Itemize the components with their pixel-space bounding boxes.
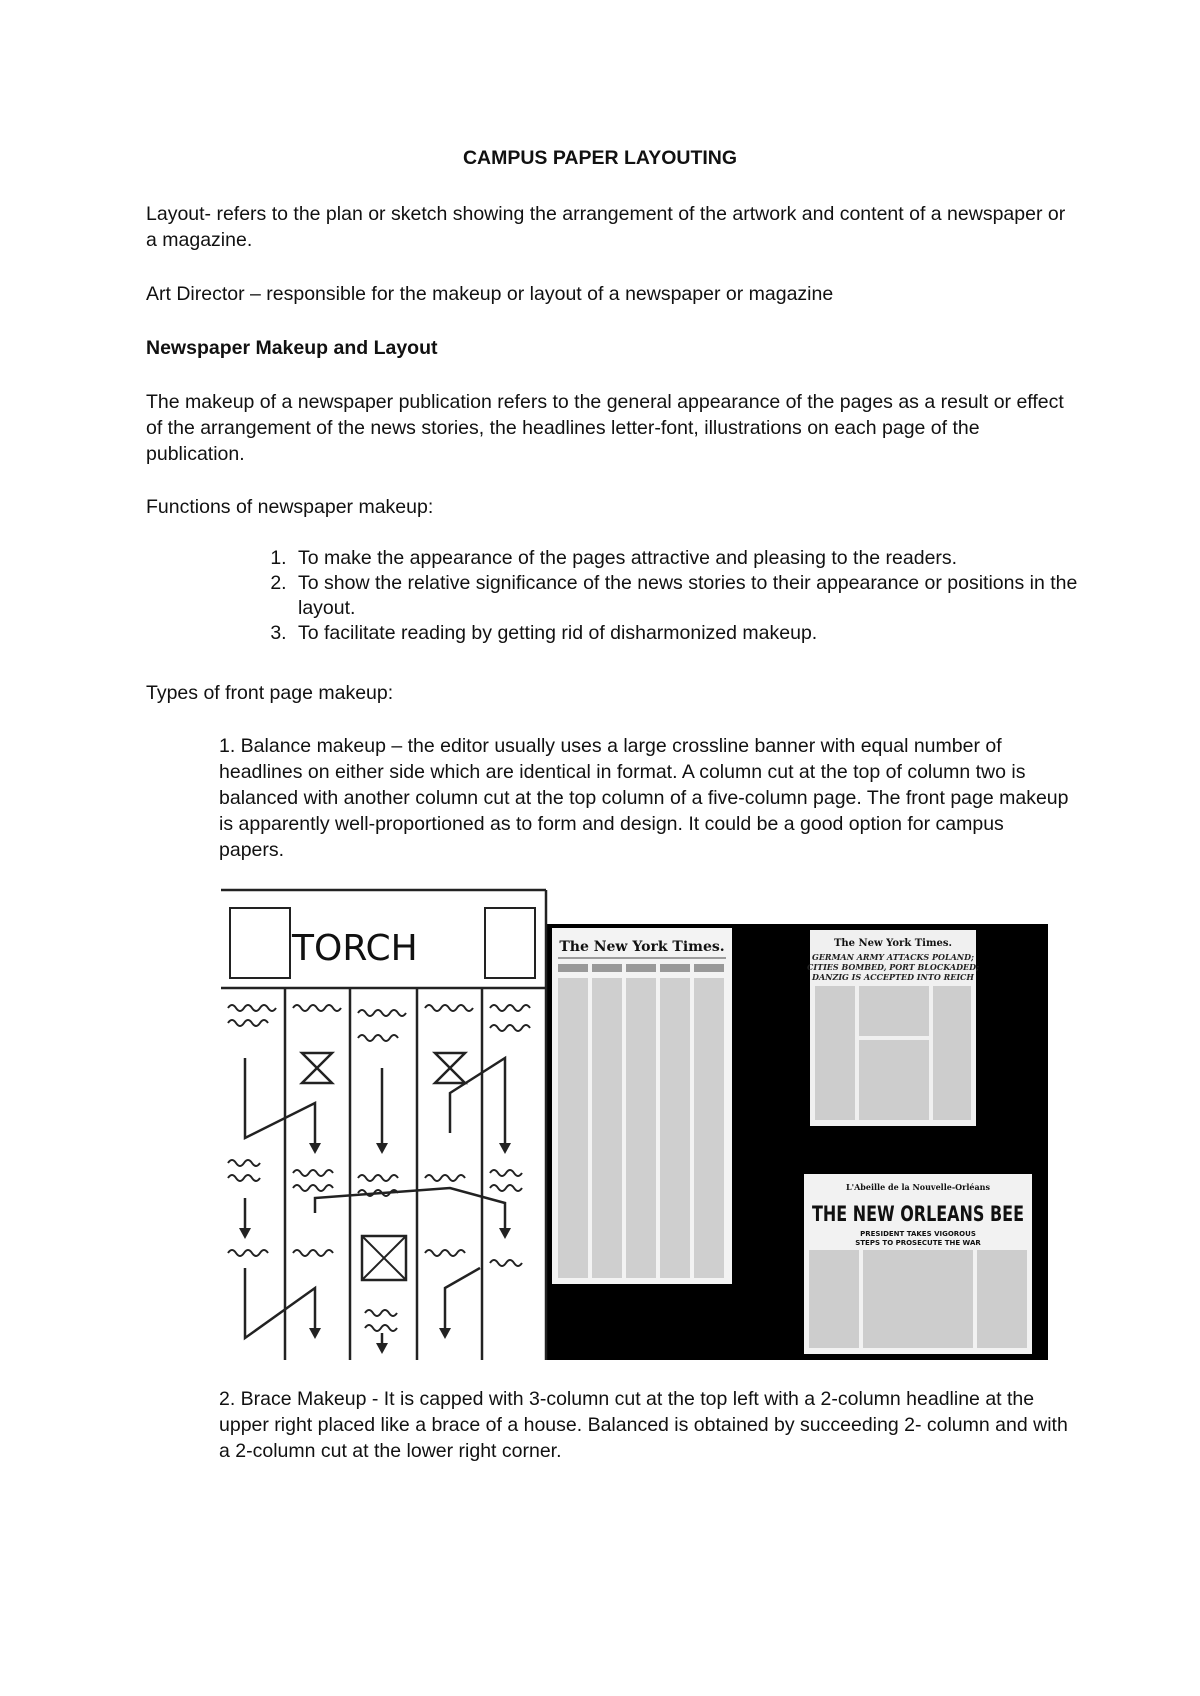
brace-makeup-text: 2. Brace Makeup - It is capped with 3-column cut at the top left with a 2-column headline at the upper right placed like a brace of a house. Balanced is obtained by succeeding 2- column and with a 2-column cut at the lower right corner. xyxy=(219,1388,1068,1462)
nyt2-headline-2: CITIES BOMBED, PORT BLOCKADED; xyxy=(807,962,979,972)
bee-headline-1: PRESIDENT TAKES VIGOROUS xyxy=(860,1230,976,1238)
new-orleans-bee-front-page xyxy=(804,1174,1032,1354)
balance-makeup-figure xyxy=(220,888,1048,1360)
nyt2-masthead: The New York Times. xyxy=(833,938,953,949)
bee-title: THE NEW ORLEANS BEE xyxy=(812,1202,1024,1226)
bee-headline-2: STEPS TO PROSECUTE THE WAR xyxy=(855,1239,981,1247)
page-title: CAMPUS PAPER LAYOUTING xyxy=(462,147,738,169)
list-item: 1. To make the appearance of the pages attractive and pleasing to the readers. xyxy=(292,546,1112,571)
bee-masthead: L'Abeille de la Nouvelle-Orléans xyxy=(846,1182,990,1192)
makeup-definition: The makeup of a newspaper publication refers to the general appearance of the pages as a result or effect of the arrangement of the news stories, the headlines letter-font, illustrations on each page of the publication. xyxy=(146,391,1064,465)
functions-list xyxy=(256,546,1112,646)
nyt-front-page xyxy=(552,928,732,1284)
nyt2-headline-1: GERMAN ARMY ATTACKS POLAND; xyxy=(811,952,975,962)
art-director-definition: Art Director – responsible for the makeup or layout of a newspaper or magazine xyxy=(146,283,834,305)
functions-heading: Functions of newspaper makeup: xyxy=(146,496,434,518)
nyt-masthead: The New York Times. xyxy=(559,939,725,955)
sketch-title: TORCH xyxy=(292,928,418,969)
list-item: 3. To facilitate reading by getting rid of disharmonized makeup. xyxy=(292,621,1112,646)
section-heading: Newspaper Makeup and Layout xyxy=(146,337,438,359)
nyt-poland-front-page xyxy=(807,930,979,1126)
nyt2-headline-3: DANZIG IS ACCEPTED INTO REICH xyxy=(812,972,974,982)
list-item: 2. To show the relative significance of the news stories to their appearance or positions in the layout. xyxy=(292,571,1112,621)
balance-makeup-text: 1. Balance makeup – the editor usually uses a large crossline banner with equal number of headlines on either side which are identical in format. A column cut at the top of column two is balanced with another column cut at the top column of a five-column page. The front page makeup is apparently well-proportioned as to form and design. It could be a good option for campus papers. xyxy=(219,735,1069,861)
layout-definition: Layout- refers to the plan or sketch showing the arrangement of the artwork and content of a newspaper or a magazine. xyxy=(146,203,1066,251)
types-heading: Types of front page makeup: xyxy=(146,682,394,704)
